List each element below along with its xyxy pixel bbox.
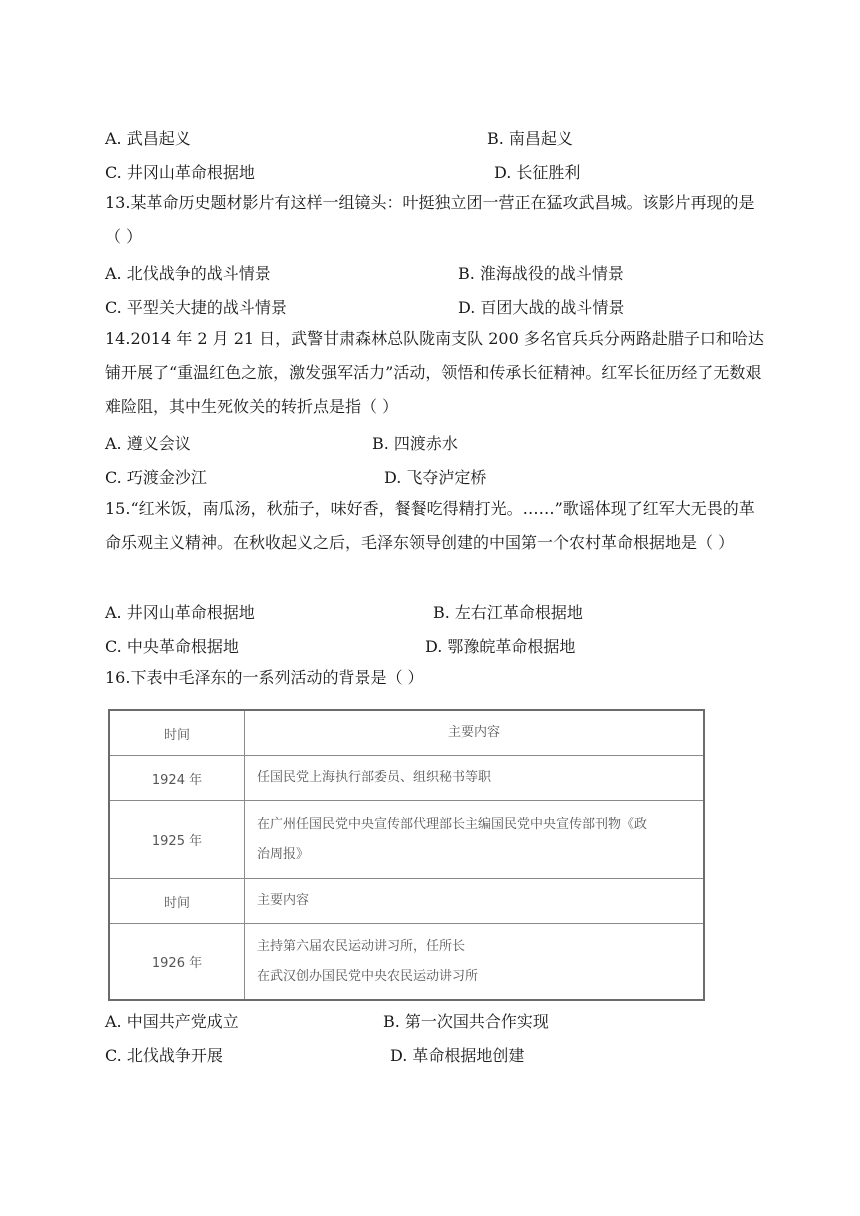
table-cell-time: 时间 bbox=[110, 879, 245, 923]
table-cell-content bbox=[245, 801, 703, 878]
q16-option-d: D. 革命根据地创建 bbox=[390, 1046, 525, 1065]
table-cell-time: 1924 年 bbox=[110, 756, 245, 800]
q14-option-b: B. 四渡赤水 bbox=[372, 434, 458, 453]
table-cell-line: 在广州任国民党中央宣传部代理部长主编国民党中央宣传部刊物《政 bbox=[257, 816, 648, 832]
table-cell-line: 治周报》 bbox=[257, 846, 310, 862]
q13-option-d: D. 百团大战的战斗情景 bbox=[458, 298, 625, 317]
q12-option-c: C. 井冈山革命根据地 bbox=[105, 163, 255, 182]
q13-option-b: B. 淮海战役的战斗情景 bbox=[458, 264, 624, 283]
q16-stem: 16.下表中毛泽东的一系列活动的背景是（ ） bbox=[105, 668, 424, 687]
table-header-row bbox=[110, 711, 703, 755]
table-row bbox=[110, 923, 703, 999]
q14-option-d: D. 飞夺泸定桥 bbox=[384, 468, 487, 487]
table-row bbox=[110, 878, 703, 923]
q16-option-b: B. 第一次国共合作实现 bbox=[383, 1012, 549, 1031]
table-cell-line: 在武汉创办国民党中央农民运动讲习所 bbox=[257, 968, 479, 984]
table-cell-time: 1925 年 bbox=[110, 801, 245, 878]
q12-option-b: B. 南昌起义 bbox=[487, 129, 573, 148]
q12-option-d: D. 长征胜利 bbox=[494, 163, 581, 182]
q12-option-a: A. 武昌起义 bbox=[105, 129, 191, 148]
table-cell-line: 主要内容 bbox=[257, 893, 310, 908]
q13-stem: 13.某革命历史题材影片有这样一组镜头：叶挺独立团一营正在猛攻武昌城。该影片再现的是（ ） bbox=[105, 193, 755, 246]
table-cell-content bbox=[245, 879, 703, 923]
q15-option-d: D. 鄂豫皖革命根据地 bbox=[425, 637, 576, 656]
q16-option-a: A. 中国共产党成立 bbox=[105, 1012, 239, 1031]
q15-option-c: C. 中央革命根据地 bbox=[105, 637, 239, 656]
q16-option-c: C. 北伐战争开展 bbox=[105, 1046, 223, 1065]
q13-option-c: C. 平型关大捷的战斗情景 bbox=[105, 298, 287, 317]
q14-option-c: C. 巧渡金沙江 bbox=[105, 468, 207, 487]
table-row bbox=[110, 800, 703, 878]
q15-stem: 15.“红米饭，南瓜汤，秋茄子，味好香，餐餐吃得精打光。……”歌谣体现了红军大无畏的革命乐观主义精神。在秋收起义之后，毛泽东领导创建的中国第一个农村革命根据地是（ ） bbox=[105, 499, 755, 552]
table-cell-content bbox=[245, 756, 703, 800]
q15-option-b: B. 左右江革命根据地 bbox=[433, 603, 583, 622]
q13-option-a: A. 北伐战争的战斗情景 bbox=[105, 264, 271, 283]
table-header-content-text: 主要内容 bbox=[447, 725, 500, 740]
q15-option-a: A. 井冈山革命根据地 bbox=[105, 603, 255, 622]
table-header-time: 时间 bbox=[110, 711, 245, 755]
table-cell-line: 任国民党上海执行部委员、组织秘书等职 bbox=[257, 770, 492, 785]
q14-option-a: A. 遵义会议 bbox=[105, 434, 191, 453]
table-row bbox=[110, 755, 703, 800]
q16-table bbox=[108, 709, 705, 1001]
q14-stem: 14.2014 年 2 月 21 日，武警甘肃森林总队陇南支队 200 多名官兵兵分两路赴腊子口和哈达铺开展了“重温红色之旅，激发强军活力”活动，领悟和传承长征精神。红军长征历经了无数艰难险阻，其中生死攸关的转折点是指（ ） bbox=[105, 329, 764, 416]
table-cell-line: 主持第六届农民运动讲习所，任所长 bbox=[257, 938, 466, 954]
table-cell-time: 1926 年 bbox=[110, 924, 245, 999]
table-header-content bbox=[245, 711, 703, 755]
table-cell-content bbox=[245, 924, 703, 999]
